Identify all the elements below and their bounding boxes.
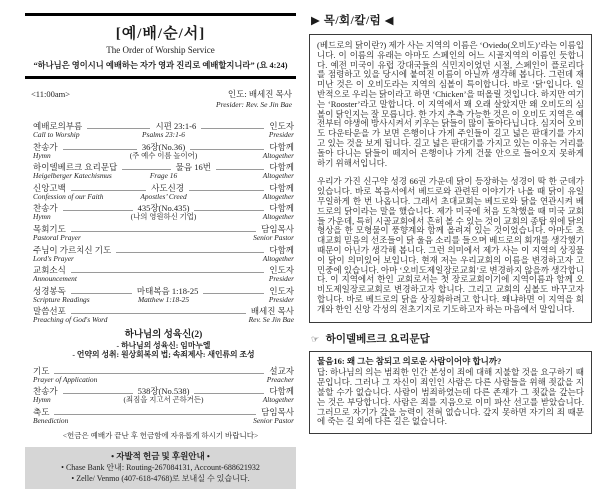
row-label-en: Hymn <box>33 395 51 405</box>
row-center-sub: Psalms 23:1-6 <box>142 130 185 139</box>
row-attribution: 다함께 <box>269 203 295 214</box>
support-box <box>25 447 296 489</box>
leader-line <box>54 373 264 374</box>
row-label-en: Announcement <box>33 274 77 284</box>
offering-note: <헌금은 예배가 끝난 후 헌금함에 자유롭게 하시기 바랍니다> <box>62 431 259 441</box>
leader-line <box>71 313 246 314</box>
row-label-en: Pastoral Prayer <box>33 232 81 242</box>
catechism-heading-text: 하이델베르크 요리문답 <box>325 333 430 345</box>
catechism-box <box>309 351 592 435</box>
row-attribution-en: Altogether <box>262 150 294 160</box>
worship-order-column <box>25 13 296 489</box>
presider-en: Presider: Rev. Se Jin Bae <box>215 100 292 109</box>
worship-row-hymn-3 <box>33 386 294 404</box>
leader-line <box>201 128 264 129</box>
pointing-hand-icon: ☞ <box>311 333 320 344</box>
pastoral-column-textbox <box>309 34 592 323</box>
row-attribution-en: Altogether <box>262 171 294 181</box>
row-center: 사도신경 <box>151 182 185 193</box>
support-box-bank-line: • Chase Bank 안내: Routing-267084131, Account-688621932 <box>61 463 260 473</box>
row-attribution-en: Senior Pastor <box>253 415 294 425</box>
row-center-sub: (나의 영원하신 기업) <box>130 212 197 222</box>
sermon-block <box>33 330 294 360</box>
row-attribution: 인도자 <box>269 265 294 276</box>
row-center: 물음 16번 <box>175 162 211 173</box>
row-attribution: 인도자 <box>269 121 295 131</box>
leader-line <box>71 272 265 273</box>
row-center-sub: Apostles’ Creed <box>140 191 187 201</box>
catechism-heading <box>311 331 592 346</box>
worship-subtitle: The Order of Worship Service <box>106 45 215 55</box>
row-label-en: Lord's Prayer <box>33 253 74 263</box>
row-label-en: Confession of our Faith <box>33 191 104 201</box>
row-attribution: 배세진 목사 <box>250 306 294 317</box>
worship-row-announcement <box>33 265 294 283</box>
worship-row-preaching <box>33 306 294 324</box>
leader-line <box>71 231 256 232</box>
row-attribution-en: Preacher <box>266 374 294 384</box>
row-attribution: 인도자 <box>269 285 295 296</box>
row-center: 435장(No.435) <box>137 203 190 214</box>
row-attribution: 다함께 <box>269 141 295 152</box>
pastoral-column <box>309 10 592 434</box>
leader-line <box>203 293 264 294</box>
leader-line <box>190 149 264 150</box>
row-label: 찬송가 <box>33 386 58 397</box>
row-attribution: 다함께 <box>269 162 294 173</box>
row-label-en: Scripture Readings <box>33 294 90 304</box>
leader-line <box>63 210 133 211</box>
row-center: 마태복음 1:18-25 <box>136 285 199 296</box>
row-attribution-en: Altogether <box>262 212 294 222</box>
leader-line <box>194 210 264 211</box>
pastoral-paragraph-1: (베드로의 닭이란?) 제가 사는 지역의 이름은 ‘Oviedo(오비도)’라는 이름입니다. 이 이름의 유래는 아마도 스페인의 어느 시골지역의 이름인 듯합니다. 예전 미국이 유럽 강대국들의 식민지이었던 시절, 스페인이 플로리다를 점령하고 있을 당시에 붙여진 이름이 아닐까 생각해 봅니다. 그런데 재미난 것은 이 오비도라는 지역의 심볼이 특이합니다. 바로 ‘닭’입니다. 일반적으로 우리는 닭이라고 하면 ‘Chicken’을 떠올릴 것입니다. 하지만 여기는 ‘Rooster’라고 말합니다. 이 지역에서 꽤 오래 살았지만 왜 오비도의 심볼이 닭인지는 잘 모릅니다. 한 가지 추측 가능한 것은 이 오비도 지역은 예전부터 야생에 방사시켜서 키우는 닭들이 많이 돌아다닙니다. 심지어 오비도 다운타운을 가 보면 은행이나 가게 주인들이 길고 넓은 판대기를 가지고 있는 것을 보게 됩니다. 길고 넓은 판대기를 가지고 있는 이유는 거리를 돌아 다니는 닭들이 떼지어 은행이나 가게 건물 안으로 들어오지 못하게 하기 위해서입니다. <box>317 40 584 168</box>
worship-list <box>25 121 296 425</box>
sermon-subtitle-2: - 언약의 성취: 원상회복의 법; 속죄제사: 새인류의 조성 <box>72 350 255 360</box>
row-label-en: Call to Worship <box>33 130 80 139</box>
catechism-answer: 답: 하나님의 의는 범죄한 인간 본성이 죄에 대해 지불할 것을 요구하기 때문입니다. 그러나 그 자신이 죄인인 사람은 다른 사람들을 위해 죗값을 지불할 수가 없습니다. 사람이 범죄하였는데 다른 존재가 그 죗값을 갚는다는 것은 부당합니다. 사람은 죄를 지음으로 이미 파산 선고를 받았습니다. 그러므로 자기가 갚을 능력이 전혀 없습니다. 갚지 못하면 자기의 죄 때문에 죽는 길 외에 다른 길은 없습니다. <box>317 367 584 427</box>
row-label: 찬송가 <box>33 141 58 152</box>
pastoral-paragraph-2: 우리가 가진 신구약 성경 66권 가운데 닭이 등장하는 성경이 딱 한 군데가 있습니다. 바로 복음서에서 베드로와 관련된 이야기가 나올 때 닭이 유일무일하게 한 번 나옵니다. 그래서 초대교회는 베드로와 닭을 연관시켜 베드로의 닭이라는 말을 했습니다. 제가 미국에 처음 도착했을 때 미국 교회들 가운데, 특히 시골교회에서 흔히 볼 수 있는 것이 교회의 종탑 위에 닭의 형상을 한 모형물이 풍향계와 함께 올려져 있는 것이었습니다. 아마도 초대교회 믿음의 선조들이 닭 울음 소리를 들으며 베드로의 회개를 생각했기 때문이 아닌가 생각해 봅니다. 그런 의미에서 제가 사는 이 지역의 상징물이 닭이 의미있어 보입니다. 현재 저는 우리교회의 이름을 변경하고자 고민중에 있습니다. 아마 ‘오비도제일장로교회’로 변경하지 않을까 생각합니다. 이 지역에서 한인 교회로서는 첫 장로교회이기에 지역이름과 함께 오비도제일장로교회로 변경하고자 합니다. 그리고 교회의 심볼도 바꾸고자 합니다. 바로 베드로의 닭을 상징화하려고 합니다. 왜냐하면 이 지역을 회개와 한인 신앙 각성의 전초기지로 기도하고자 하는 마음에서 말입니다. <box>317 176 584 314</box>
pastoral-column-heading-text: 목/회/칼/럼 <box>323 15 382 27</box>
row-center-sub: (주 예수 이름 높이어) <box>129 150 198 160</box>
scripture-quote: “하나님은 영이시니 예배하는 자가 영과 진리로 예배할지니라” (요 4:24) <box>33 61 288 70</box>
leader-line <box>71 293 132 294</box>
worship-row-pastoral-prayer <box>33 224 294 242</box>
leader-line <box>189 190 264 191</box>
right-arrow-icon: ◀ <box>384 15 394 27</box>
leader-line <box>87 128 150 129</box>
row-attribution: 다함께 <box>269 182 295 193</box>
leader-line <box>122 169 170 170</box>
worship-row-hymn-1 <box>33 142 294 160</box>
worship-row-benediction <box>33 407 294 425</box>
row-attribution: 설교자 <box>269 365 294 376</box>
row-label: 신앙고백 <box>33 182 66 193</box>
row-label: 찬송가 <box>33 203 58 214</box>
row-label: 목회기도 <box>33 223 66 234</box>
divider-rule <box>25 76 296 79</box>
row-attribution-en: Altogether <box>262 253 294 263</box>
leader-line <box>63 149 137 150</box>
worship-row-application-prayer <box>33 366 294 384</box>
row-label: 주님이 가르치신 기도 <box>33 244 112 255</box>
worship-row-call-to-worship <box>33 121 294 139</box>
leader-line <box>71 190 146 191</box>
top-rule <box>25 13 296 16</box>
row-label-en: Heigelberger Katechismus <box>33 171 112 181</box>
row-center-sub: Matthew 1:18-25 <box>137 294 190 304</box>
row-attribution-en: Rev. Se Jin Bae <box>248 315 294 325</box>
worship-row-lords-prayer <box>33 245 294 263</box>
row-label-en: Preaching of God's Word <box>33 315 108 325</box>
row-attribution-en: Presider <box>268 130 294 139</box>
row-label: 하이델베르크 요리문답 <box>33 162 118 173</box>
row-label-en: Prayer of Application <box>33 374 98 384</box>
left-arrow-icon: ▶ <box>311 15 321 27</box>
row-label: 축도 <box>33 406 50 417</box>
sermon-subtitle-1: - 하나님의 성육신: 임마누엘 <box>116 340 211 350</box>
row-attribution-en: Senior Pastor <box>253 232 294 242</box>
leader-line <box>54 414 256 415</box>
worship-row-catechism <box>33 162 294 180</box>
row-label-en: Benediction <box>33 415 69 425</box>
support-box-zelle-line: • Zelle/ Venmo (407-618-4768)로 보내실 수 있습니다. <box>71 474 250 484</box>
row-attribution: 담임목사 <box>261 223 294 234</box>
row-attribution: 다함께 <box>269 244 294 255</box>
row-label: 기도 <box>33 365 50 376</box>
presider-ko: 인도: 배세진 목사 <box>227 89 292 99</box>
row-attribution-en: Altogether <box>262 395 294 405</box>
row-center-sub: (죄짐을 지고서 곤하거든) <box>123 395 204 405</box>
leader-line <box>63 393 133 394</box>
row-center-sub: Frage 16 <box>149 171 178 181</box>
row-attribution-en: Presider <box>268 274 294 284</box>
row-label: 말씀선포 <box>33 306 66 317</box>
row-center: 36장(No.36) <box>141 141 186 152</box>
service-time: <11:00am> <box>31 89 71 99</box>
worship-row-confession <box>33 183 294 201</box>
row-label-en: Hymn <box>33 150 51 160</box>
worship-row-scripture-reading <box>33 286 294 304</box>
support-box-title: • 자발적 헌금 및 후원안내 • <box>111 451 210 462</box>
row-label-en: Hymn <box>33 212 51 222</box>
leader-line <box>116 252 264 253</box>
worship-title: [예/배/순/서] <box>115 26 206 42</box>
row-label: 성경봉독 <box>33 285 66 296</box>
worship-row-hymn-2 <box>33 203 294 221</box>
row-attribution: 담임목사 <box>261 406 294 417</box>
row-attribution-en: Presider <box>268 294 294 304</box>
presider-block <box>216 89 292 110</box>
row-center: 시편 23:1-6 <box>155 121 197 131</box>
catechism-question: 물음16: 왜 그는 참되고 의로운 사람이어야 합니까? <box>317 355 502 366</box>
row-attribution: 다함께 <box>269 386 295 397</box>
row-attribution-en: Altogether <box>262 191 294 201</box>
service-meta <box>31 89 292 110</box>
pastoral-column-heading <box>311 12 592 28</box>
sermon-title: 하나님의 성육신(2) <box>124 329 203 340</box>
row-label: 교회소식 <box>33 265 66 276</box>
leader-line <box>194 393 264 394</box>
row-center: 538장(No.538) <box>137 386 190 397</box>
row-label: 예배로의부름 <box>33 121 83 131</box>
leader-line <box>216 169 264 170</box>
